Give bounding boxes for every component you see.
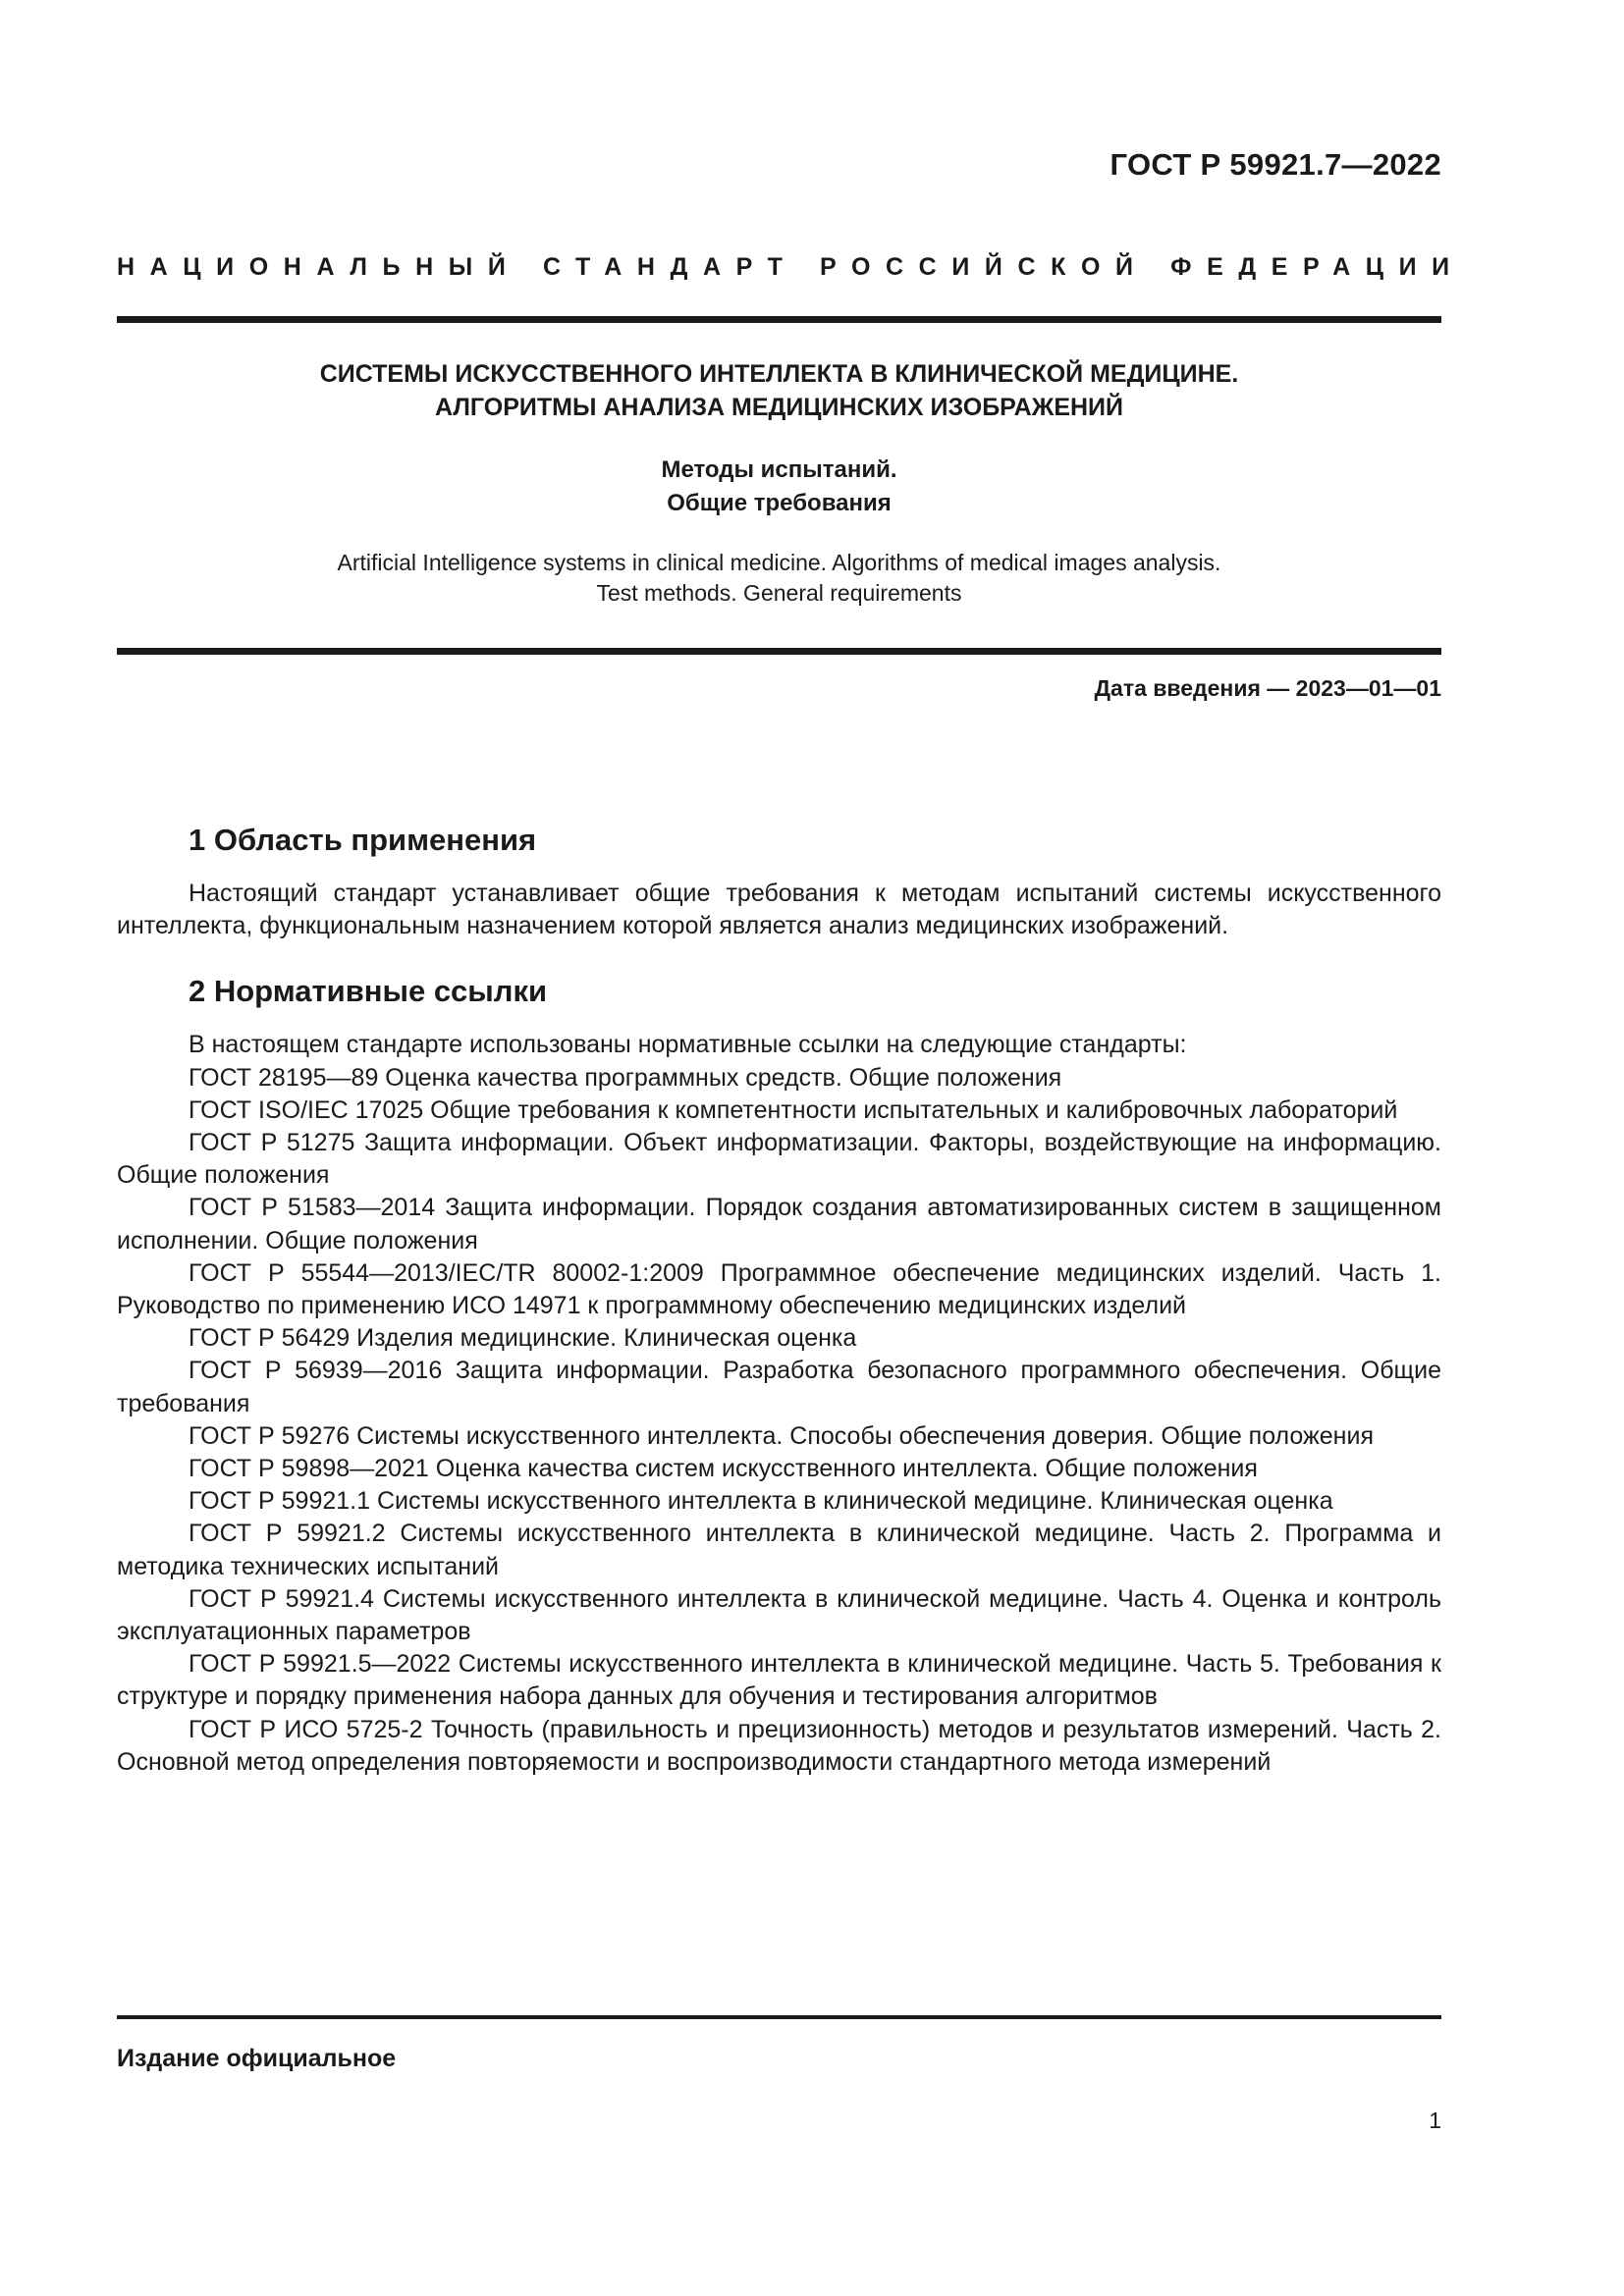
- title-bottom-rule: [117, 648, 1441, 655]
- page-number: 1: [1429, 2108, 1441, 2133]
- official-edition-label: Издание официальное: [117, 2045, 397, 2072]
- normative-reference: ГОСТ Р 51275 Защита информации. Объект информатизации. Факторы, воздействующие на информацию. Общие положения: [117, 1129, 1441, 1190]
- normative-reference: ГОСТ Р 56939—2016 Защита информации. Разработка безопасного программного обеспечения. Общие требования: [117, 1357, 1441, 1417]
- standard-designation: ГОСТ Р 59921.7—2022: [1110, 147, 1441, 182]
- title-english: [117, 548, 1441, 609]
- section-2-intro: В настоящем стандарте использованы нормативные ссылки на следующие стандарты:: [189, 1031, 1187, 1059]
- subtitle-russian-line-1: Методы испытаний.: [661, 456, 897, 483]
- normative-reference: ГОСТ Р ИСО 5725-2 Точность (правильность и прецизионность) методов и результатов измерений. Часть 2. Основной метод определения повторяемости и воспроизводимости стандартного метода измерений: [117, 1715, 1441, 1776]
- normative-reference: ГОСТ Р 59921.1 Системы искусственного интеллекта в клинической медицине. Клиническая оценка: [189, 1487, 1333, 1516]
- normative-reference: ГОСТ Р 59921.5—2022 Системы искусственного интеллекта в клинической медицине. Часть 5. Требования к структуре и порядку применения набора данных для обучения и тестирования алгоритмов: [117, 1650, 1441, 1711]
- title-english-line-2: Test methods. General requirements: [596, 580, 962, 606]
- subtitle-russian: [117, 454, 1441, 520]
- title-russian: [117, 357, 1441, 424]
- normative-reference: ГОСТ ISO/IEC 17025 Общие требования к компетентности испытательных и калибровочных лабораторий: [189, 1095, 1398, 1124]
- normative-reference: ГОСТ Р 59276 Системы искусственного интеллекта. Способы обеспечения доверия. Общие положения: [189, 1421, 1374, 1450]
- document-body: [117, 821, 1441, 1779]
- normative-reference: ГОСТ Р 51583—2014 Защита информации. Порядок создания автоматизированных систем в защищенном исполнении. Общие положения: [117, 1194, 1441, 1255]
- top-rule: [117, 316, 1441, 323]
- normative-reference: ГОСТ Р 59898—2021 Оценка качества систем искусственного интеллекта. Общие положения: [189, 1455, 1258, 1483]
- introduction-date: Дата введения — 2023—01—01: [1094, 675, 1441, 701]
- normative-reference: ГОСТ Р 56429 Изделия медицинские. Клиническая оценка: [189, 1324, 857, 1353]
- section-2-heading: 2 Нормативные ссылки: [189, 974, 548, 1009]
- normative-reference: ГОСТ 28195—89 Оценка качества программных средств. Общие положения: [189, 1063, 1062, 1092]
- section-1-paragraph: Настоящий стандарт устанавливает общие требования к методам испытаний системы искусственного интеллекта, функциональным назначением которой является анализ медицинских изображений.: [117, 880, 1441, 940]
- normative-reference: ГОСТ Р 59921.2 Системы искусственного интеллекта в клинической медицине. Часть 2. Программа и методика технических испытаний: [117, 1520, 1441, 1580]
- normative-reference: ГОСТ Р 55544—2013/IEC/TR 80002-1:2009 Программное обеспечение медицинских изделий. Часть 1. Руководство по применению ИСО 14971 к программному обеспечению медицинских изделий: [117, 1258, 1441, 1320]
- section-1-heading: 1 Область применения: [189, 823, 537, 857]
- national-standard-banner: НАЦИОНАЛЬНЫЙ СТАНДАРТ РОССИЙСКОЙ ФЕДЕРАЦИИ: [117, 253, 1465, 281]
- footer-rule: [117, 2015, 1441, 2019]
- subtitle-russian-line-2: Общие требования: [667, 490, 892, 516]
- title-russian-line-1: СИСТЕМЫ ИСКУССТВЕННОГО ИНТЕЛЛЕКТА В КЛИНИЧЕСКОЙ МЕДИЦИНЕ.: [319, 360, 1239, 388]
- title-russian-line-2: АЛГОРИТМЫ АНАЛИЗА МЕДИЦИНСКИХ ИЗОБРАЖЕНИЙ: [435, 394, 1123, 421]
- title-english-line-1: Artificial Intelligence systems in clinical medicine. Algorithms of medical images analysis.: [337, 550, 1221, 575]
- normative-reference: ГОСТ Р 59921.4 Системы искусственного интеллекта в клинической медицине. Часть 4. Оценка и контроль эксплуатационных параметров: [117, 1584, 1441, 1646]
